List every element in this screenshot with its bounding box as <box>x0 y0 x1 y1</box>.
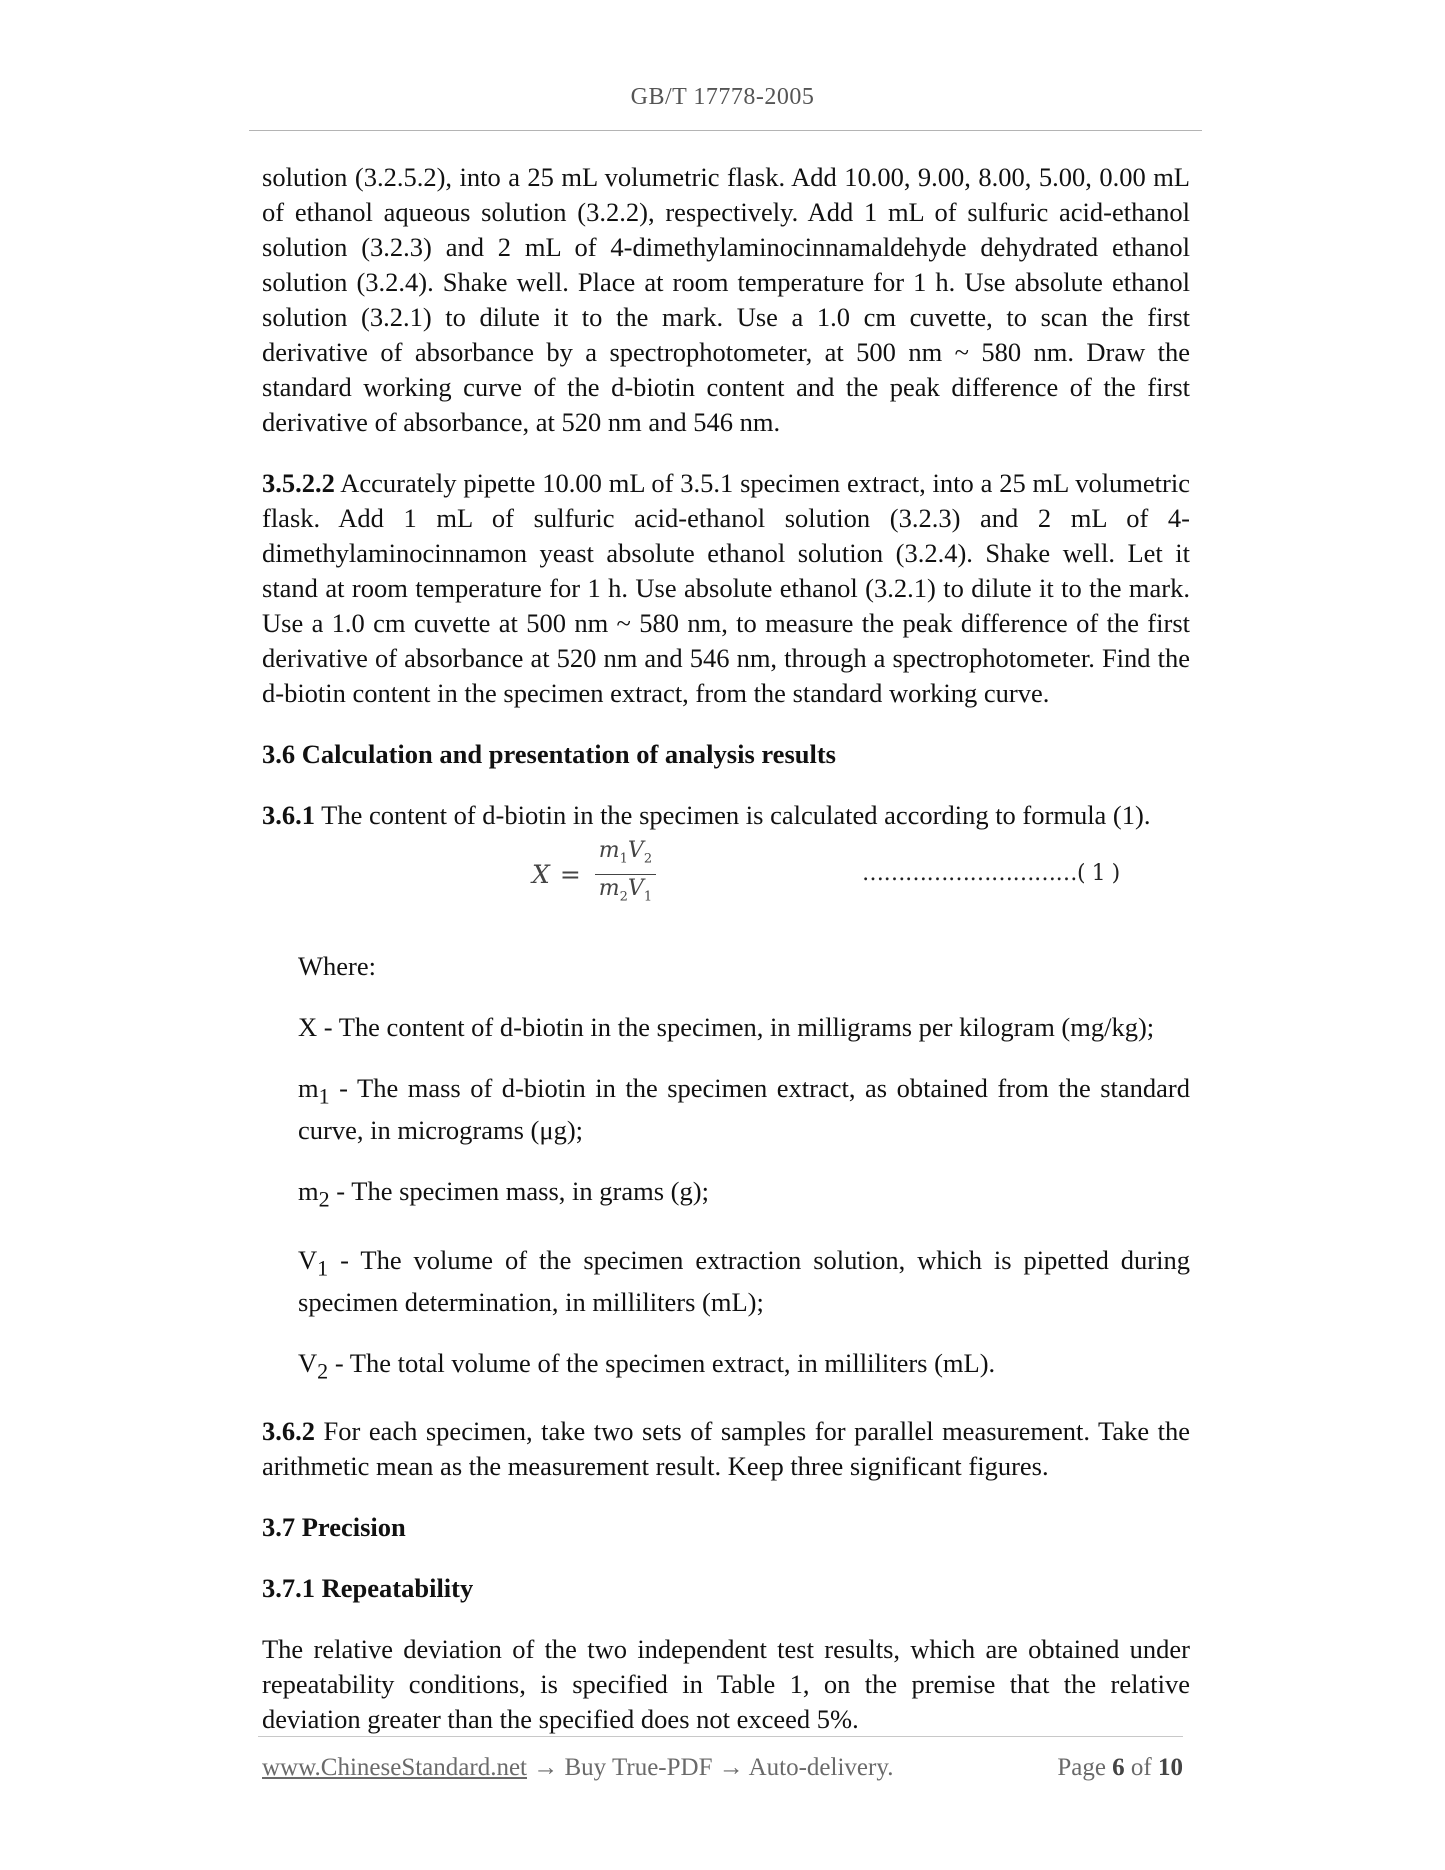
formula-numerator: $m_1V_2$ <box>595 837 656 874</box>
website-link[interactable]: www.ChineseStandard.net <box>262 1754 527 1781</box>
section-text-3-6-2: For each specimen, take two sets of samples for parallel measurement. Take the arithmetic mean as the measurement result. Keep three significant figures. <box>262 1416 1190 1482</box>
paragraph-standard-curve: solution (3.2.5.2), into a 25 mL volumetric flask. Add 10.00, 9.00, 8.00, 5.00, 0.00 mL of ethanol aqueous solution (3.2.2), respectively. Add 1 mL of sulfuric acid-ethanol solution (3.2.3) and 2 mL of 4-dimethylaminocinnamaldehyde dehydrated ethanol solution (3.2.4). Shake well. Place at room temperature for 1 h. Use absolute ethanol solution (3.2.1) to dilute it to the mark. Use a 1.0 cm cuvette, to scan the first derivative of absorbance by a spectrophotometer, at 500 nm ~ 580 nm. Draw the standard working curve of the d-biotin content and the peak difference of the first derivative of absorbance, at 520 nm and 546 nm. <box>262 162 1190 437</box>
footer-divider <box>258 1736 1183 1737</box>
section-text-3-5-2-2: Accurately pipette 10.00 mL of 3.5.1 specimen extract, into a 25 mL volumetric flask. Add 1 mL of sulfuric acid-ethanol solution (3.2.3) and 2 mL of 4-dimethylaminocinnamon yeast absolute ethanol solution (3.2.4). Shake well. Let it stand at room temperature for 1 h. Use absolute ethanol (3.2.1) to dilute it to the mark. Use a 1.0 cm cuvette at 500 nm ~ 580 nm, to measure the peak difference of the first derivative of absorbance at 520 nm and 546 nm, through a spectrophotometer. Find the d-biotin content in the specimen extract, from the standard working curve. <box>262 468 1190 708</box>
formula-denominator: $m_2V_1$ <box>598 875 653 904</box>
formula-lhs: X <box>532 859 550 889</box>
heading-3-6-text: 3.6 Calculation and presentation of analysis results <box>262 739 836 769</box>
heading-3-6 <box>262 737 1190 772</box>
formula-1 <box>262 837 1190 911</box>
paragraph-repeatability: The relative deviation of the two independent test results, which are obtained under repeatability conditions, is specified in Table 1, on the premise that the relative deviation greater than the specified does not exceed 5%. <box>262 1634 1190 1735</box>
definition-m2: $m_2$ - The specimen mass, in grams (g); <box>298 1176 709 1212</box>
document-body <box>262 160 1190 1737</box>
section-text-3-6-1: The content of d-biotin in the specimen is calculated according to formula (1). <box>315 800 1151 830</box>
formula-equals: = <box>559 859 581 889</box>
paragraph-3-5-2-2 <box>262 466 1190 711</box>
definition-v2: $V_2$ - The total volume of the specimen extract, in milliliters (mL). <box>298 1347 996 1384</box>
page-indicator: Page 6 of 10 <box>1057 1754 1183 1781</box>
heading-3-7: 3.7 Precision <box>262 1512 406 1543</box>
footer-promo <box>262 1754 893 1782</box>
paragraph-3-6-2 <box>262 1414 1190 1484</box>
total-pages-number: 10 <box>1158 1754 1183 1781</box>
header-divider <box>249 130 1202 131</box>
footer-promo-text: → Buy True-PDF → Auto-delivery. <box>527 1754 894 1781</box>
section-number-3-6-2: 3.6.2 <box>262 1416 315 1447</box>
section-number-3-5-2-2: 3.5.2.2 <box>262 468 335 498</box>
section-number-3-6-1: 3.6.1 <box>262 800 315 830</box>
formula-number: …………………………( 1 ) <box>862 861 1120 886</box>
where-label: Where: <box>298 951 376 981</box>
definition-m1: $m_1$ - The mass of d-biotin in the specimen extract, as obtained from the standard curve, in micrograms (μg); <box>298 1073 1190 1146</box>
paragraph-3-6-1 <box>262 798 1190 833</box>
variable-definitions <box>262 949 1190 1388</box>
current-page-number: 6 <box>1112 1754 1125 1781</box>
heading-3-7-1: 3.7.1 Repeatability <box>262 1573 474 1604</box>
definition-x: X - The content of d-biotin in the specimen, in milligrams per kilogram (mg/kg); <box>298 1012 1155 1042</box>
formula-fraction <box>595 837 656 911</box>
definition-v1: $V_1$ - The volume of the specimen extraction solution, which is pipetted during specimen determination, in milliliters (mL); <box>298 1244 1190 1317</box>
formula-expression <box>532 837 656 911</box>
page-header-title: GB/T 17778-2005 <box>630 84 815 110</box>
